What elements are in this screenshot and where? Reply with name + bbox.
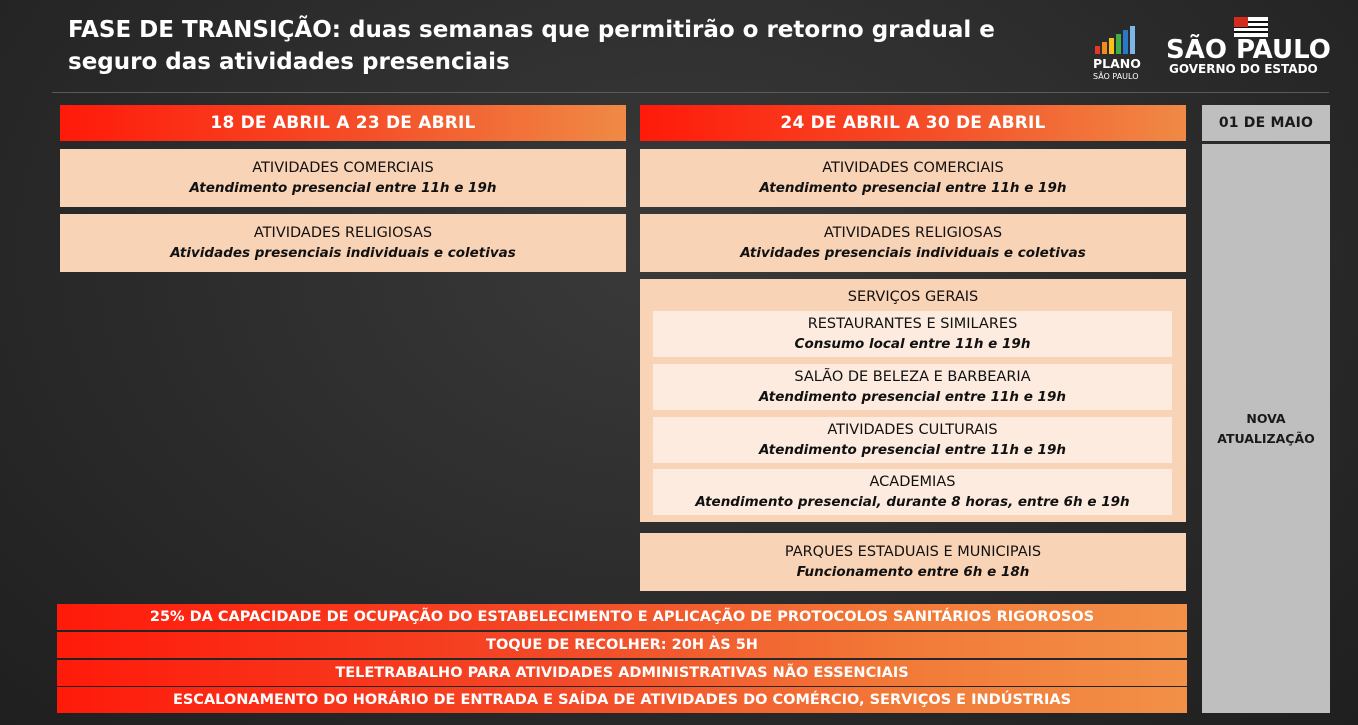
- column-header-18-23-abril: 18 DE ABRIL A 23 DE ABRIL: [60, 105, 626, 141]
- box-subtitle: Atendimento presencial entre 11h e 19h: [759, 180, 1067, 196]
- logo-bar-lightblue: [1130, 26, 1135, 54]
- box-subtitle: Atividades presenciais individuais e coletivas: [740, 245, 1086, 261]
- item-title: RESTAURANTES E SIMILARES: [807, 316, 1018, 332]
- box-subtitle: Atendimento presencial entre 11h e 19h: [189, 180, 497, 196]
- col1-atividades-religiosas: [60, 214, 626, 272]
- logo-bar-red: [1095, 46, 1100, 54]
- group-title: SERVIÇOS GERAIS: [847, 289, 979, 305]
- bar-capacidade-ocupacao: 25% DA CAPACIDADE DE OCUPAÇÃO DO ESTABELECIMENTO E APLICAÇÃO DE PROTOCOLOS SANITÁRIOS RIGOROSOS: [57, 604, 1187, 630]
- plano-logo-subtext: SÃO PAULO: [1093, 72, 1139, 81]
- col3-nova-atualizacao: [1202, 144, 1330, 713]
- col2-atividades-religiosas: [640, 214, 1186, 272]
- logo-bar-blue: [1123, 30, 1128, 54]
- governo-sao-paulo-logo: [1166, 16, 1332, 76]
- title-divider: [52, 92, 1329, 93]
- servico-atividades-culturais: [653, 417, 1172, 463]
- box-title: ATIVIDADES COMERCIAIS: [822, 160, 1004, 176]
- logo-bar-green: [1116, 34, 1121, 54]
- item-subtitle: Consumo local entre 11h e 19h: [794, 336, 1031, 352]
- bar-toque-de-recolher: TOQUE DE RECOLHER: 20H ÀS 5H: [57, 632, 1187, 658]
- sp-logo-text: SÃO PAULO: [1166, 35, 1331, 65]
- item-title: SALÃO DE BELEZA E BARBEARIA: [794, 369, 1031, 385]
- column-header-24-30-abril: 24 DE ABRIL A 30 DE ABRIL: [640, 105, 1186, 141]
- flag-icon: [1234, 17, 1268, 37]
- bar-escalonamento: ESCALONAMENTO DO HORÁRIO DE ENTRADA E SAÍDA DE ATIVIDADES DO COMÉRCIO, SERVIÇOS E INDÚSTRIAS: [57, 687, 1187, 713]
- box-title: ATIVIDADES RELIGIOSAS: [823, 225, 1003, 241]
- box-title: ATIVIDADES RELIGIOSAS: [253, 225, 433, 241]
- col3-line-2: ATUALIZAÇÃO: [1217, 430, 1315, 446]
- servico-restaurantes: [653, 311, 1172, 357]
- box-subtitle: Funcionamento entre 6h e 18h: [796, 564, 1030, 580]
- page-title-line-2: seguro das atividades presenciais: [68, 49, 510, 75]
- plano-sao-paulo-logo: [1093, 26, 1149, 81]
- item-subtitle: Atendimento presencial, durante 8 horas, entre 6h e 19h: [695, 494, 1130, 510]
- logo-bar-orange: [1102, 42, 1107, 54]
- col3-line-1: NOVA: [1246, 410, 1286, 426]
- item-title: ATIVIDADES CULTURAIS: [827, 422, 998, 438]
- box-title: PARQUES ESTADUAIS E MUNICIPAIS: [784, 544, 1042, 560]
- box-title: ATIVIDADES COMERCIAIS: [252, 160, 434, 176]
- servico-salao-beleza: [653, 364, 1172, 410]
- col2-parques: [640, 533, 1186, 591]
- servico-academias: [653, 469, 1172, 515]
- col2-atividades-comerciais: [640, 149, 1186, 207]
- plano-logo-text: PLANO: [1093, 56, 1141, 71]
- bar-teletrabalho: TELETRABALHO PARA ATIVIDADES ADMINISTRATIVAS NÃO ESSENCIAIS: [57, 660, 1187, 686]
- item-subtitle: Atendimento presencial entre 11h e 19h: [759, 389, 1066, 405]
- item-title: ACADEMIAS: [869, 474, 956, 490]
- logo-bar-yellow: [1109, 38, 1114, 54]
- page-title-line-1: FASE DE TRANSIÇÃO: duas semanas que permitirão o retorno gradual e: [68, 17, 995, 43]
- item-subtitle: Atendimento presencial entre 11h e 19h: [759, 442, 1066, 458]
- page-title: [68, 14, 1068, 78]
- sp-logo-subtext: GOVERNO DO ESTADO: [1169, 62, 1318, 76]
- col1-atividades-comerciais: [60, 149, 626, 207]
- column-header-01-maio: 01 DE MAIO: [1202, 105, 1330, 141]
- box-subtitle: Atividades presenciais individuais e coletivas: [170, 245, 516, 261]
